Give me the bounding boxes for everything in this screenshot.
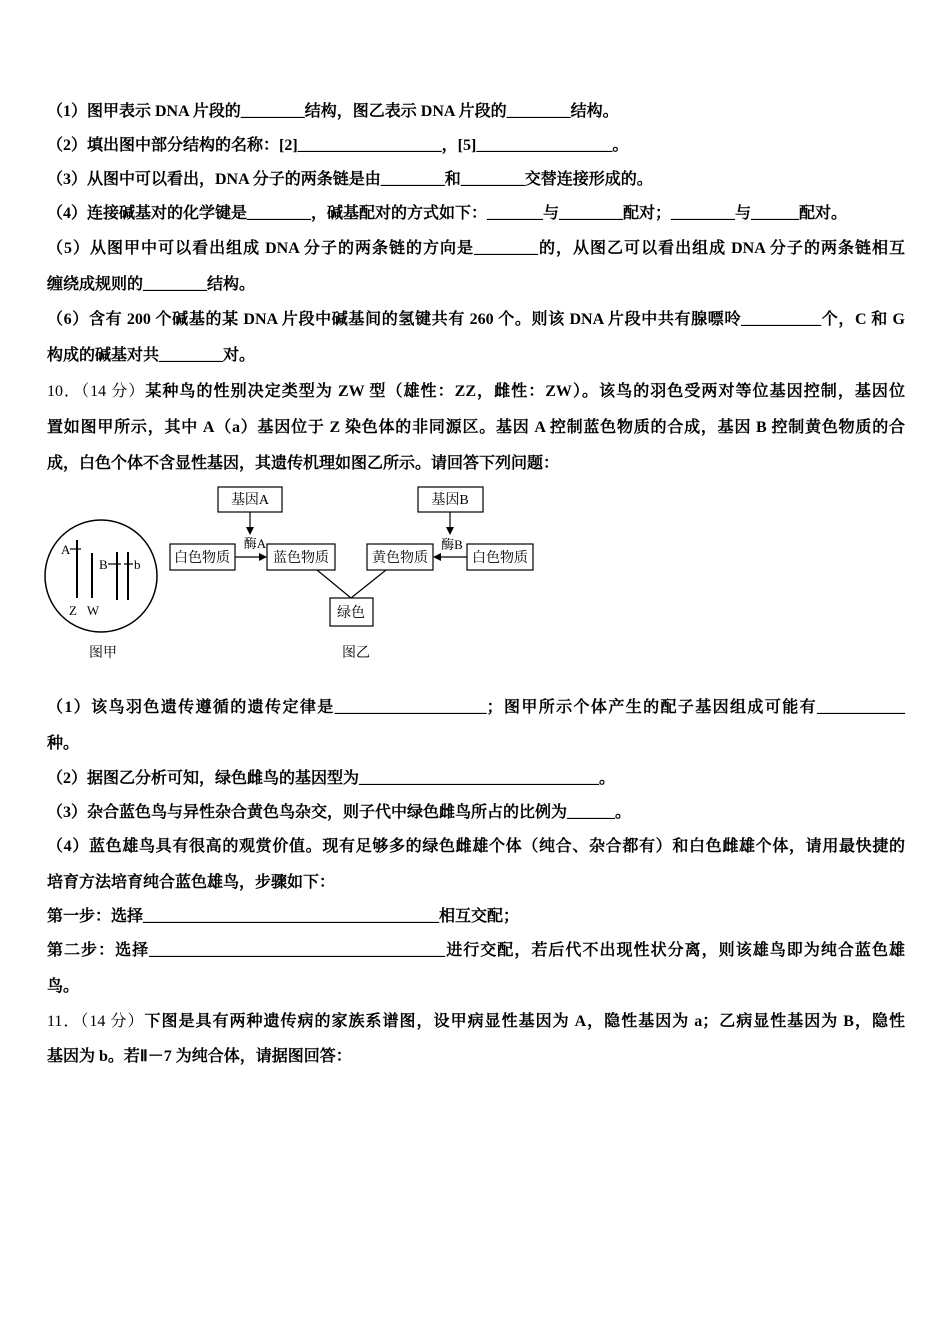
q9-part-5-line-1: （5）从图甲中可以看出组成 DNA 分子的两条链的方向是________的，从图乙可以看出组成 DNA 分子的两条链相互 bbox=[47, 240, 905, 257]
q10-figure bbox=[40, 480, 550, 670]
q11-stem-line-1 bbox=[47, 1012, 905, 1032]
q10-part-1-line-2: 种。 bbox=[47, 735, 80, 752]
chromosome-W-label: W bbox=[86, 603, 100, 618]
gene-B-label: B bbox=[99, 557, 108, 572]
q10-stem-line-1 bbox=[47, 382, 905, 402]
figure-jia-caption: 图甲 bbox=[89, 646, 117, 661]
q10-stem-line-2: 置如图甲所示，其中 A（a）基因位于 Z 染色体的非同源区。基因 A 控制蓝色物质的合成，基因 B 控制黄色物质的合 bbox=[47, 419, 905, 436]
q10-stem-line-3: 成，白色个体不含显性基因，其遗传机理如图乙所示。请回答下列问题： bbox=[47, 455, 560, 472]
q11-stem-line-2: 基因为 b。若Ⅱ－7 为纯合体，请据图回答： bbox=[47, 1048, 352, 1065]
q11-score: （14 分） bbox=[80, 1013, 145, 1030]
green-label: 绿色 bbox=[337, 606, 365, 621]
q11-stem-text-1: 下图是具有两种遗传病的家族系谱图，设甲病显性基因为 A，隐性基因为 a；乙病显性基因为 B，隐性 bbox=[144, 1013, 905, 1030]
q9-part-3-line-1: （3）从图中可以看出，DNA 分子的两条链是由________和________交替连接形成的。 bbox=[47, 171, 653, 188]
enzyme-a-label: 酶A bbox=[243, 536, 267, 551]
white-substance-left-label: 白色物质 bbox=[174, 551, 230, 566]
q9-part-5-line-2: 缠绕成规则的________结构。 bbox=[47, 276, 256, 293]
white-to-yellow-arrow-head bbox=[433, 553, 441, 561]
q10-step-2-line-2: 鸟。 bbox=[47, 978, 80, 995]
q10-part-4-line-2: 培育方法培育纯合蓝色雄鸟，步骤如下： bbox=[47, 874, 336, 891]
gene-a-arrow-head bbox=[246, 527, 254, 535]
q10-step-1-line-1: 第一步：选择_____________________________________相互交配； bbox=[47, 908, 520, 925]
gene-b-box-label: 基因B bbox=[431, 493, 469, 508]
gene-b-label: b bbox=[134, 557, 141, 572]
enzyme-b-label: 酶B bbox=[441, 537, 463, 552]
figure-yi bbox=[170, 487, 533, 661]
q10-score: （14 分） bbox=[81, 383, 146, 400]
blue-to-green-line bbox=[317, 570, 351, 598]
white-to-blue-arrow-head bbox=[259, 553, 267, 561]
q11-number: 11． bbox=[47, 1013, 81, 1030]
q9-part-2-line-1: （2）填出图中部分结构的名称：[2]__________________，[5]_________________。 bbox=[47, 137, 629, 154]
figure-yi-caption: 图乙 bbox=[342, 646, 370, 661]
q10-number: 10． bbox=[47, 383, 82, 400]
yellow-to-green-line bbox=[351, 570, 386, 598]
white-substance-right-label: 白色物质 bbox=[472, 551, 528, 566]
blue-substance-label: 蓝色物质 bbox=[273, 551, 329, 566]
q9-part-1-line-1: （1）图甲表示 DNA 片段的________结构，图乙表示 DNA 片段的________结构。 bbox=[47, 103, 619, 120]
q10-part-3-line-1: （3）杂合蓝色鸟与异性杂合黄色鸟杂交，则子代中绿色雌鸟所占的比例为______。 bbox=[47, 804, 632, 821]
figure-jia bbox=[45, 520, 157, 661]
gene-b-arrow-head bbox=[446, 527, 454, 535]
q10-part-1-line-1: （1）该鸟羽色遗传遵循的遗传定律是___________________；图甲所示个体产生的配子基因组成可能有___________ bbox=[47, 699, 905, 716]
q9-part-6-line-1: （6）含有 200 个碱基的某 DNA 片段中碱基间的氢键共有 260 个。则该 DNA 片段中共有腺嘌呤__________个，C 和 G bbox=[47, 311, 905, 328]
q10-stem-text-1: 某种鸟的性别决定类型为 ZW 型（雄性：ZZ，雌性：ZW）。该鸟的羽色受两对等位基因控制，基因位 bbox=[145, 383, 905, 400]
q10-step-2-line-1: 第二步：选择_____________________________________进行交配，若后代不出现性状分离，则该雄鸟即为纯合蓝色雄 bbox=[47, 942, 905, 959]
chromosome-Z-label: Z bbox=[69, 603, 77, 618]
q10-part-2-line-1: （2）据图乙分析可知，绿色雌鸟的基因型为______________________________。 bbox=[47, 770, 616, 787]
gene-a-box-label: 基因A bbox=[230, 493, 270, 508]
q9-part-6-line-2: 构成的碱基对共________对。 bbox=[47, 347, 256, 364]
yellow-substance-label: 黄色物质 bbox=[372, 551, 428, 566]
cell-outline bbox=[45, 520, 157, 632]
q9-part-4-line-1: （4）连接碱基对的化学键是________，碱基配对的方式如下：_______与________配对；________与______配对。 bbox=[47, 205, 848, 222]
q10-part-4-line-1: （4）蓝色雄鸟具有很高的观赏价值。现有足够多的绿色雌雄个体（纯合、杂合都有）和白色雌雄个体，请用最快捷的 bbox=[47, 838, 905, 855]
gene-A-label: A bbox=[61, 542, 71, 557]
